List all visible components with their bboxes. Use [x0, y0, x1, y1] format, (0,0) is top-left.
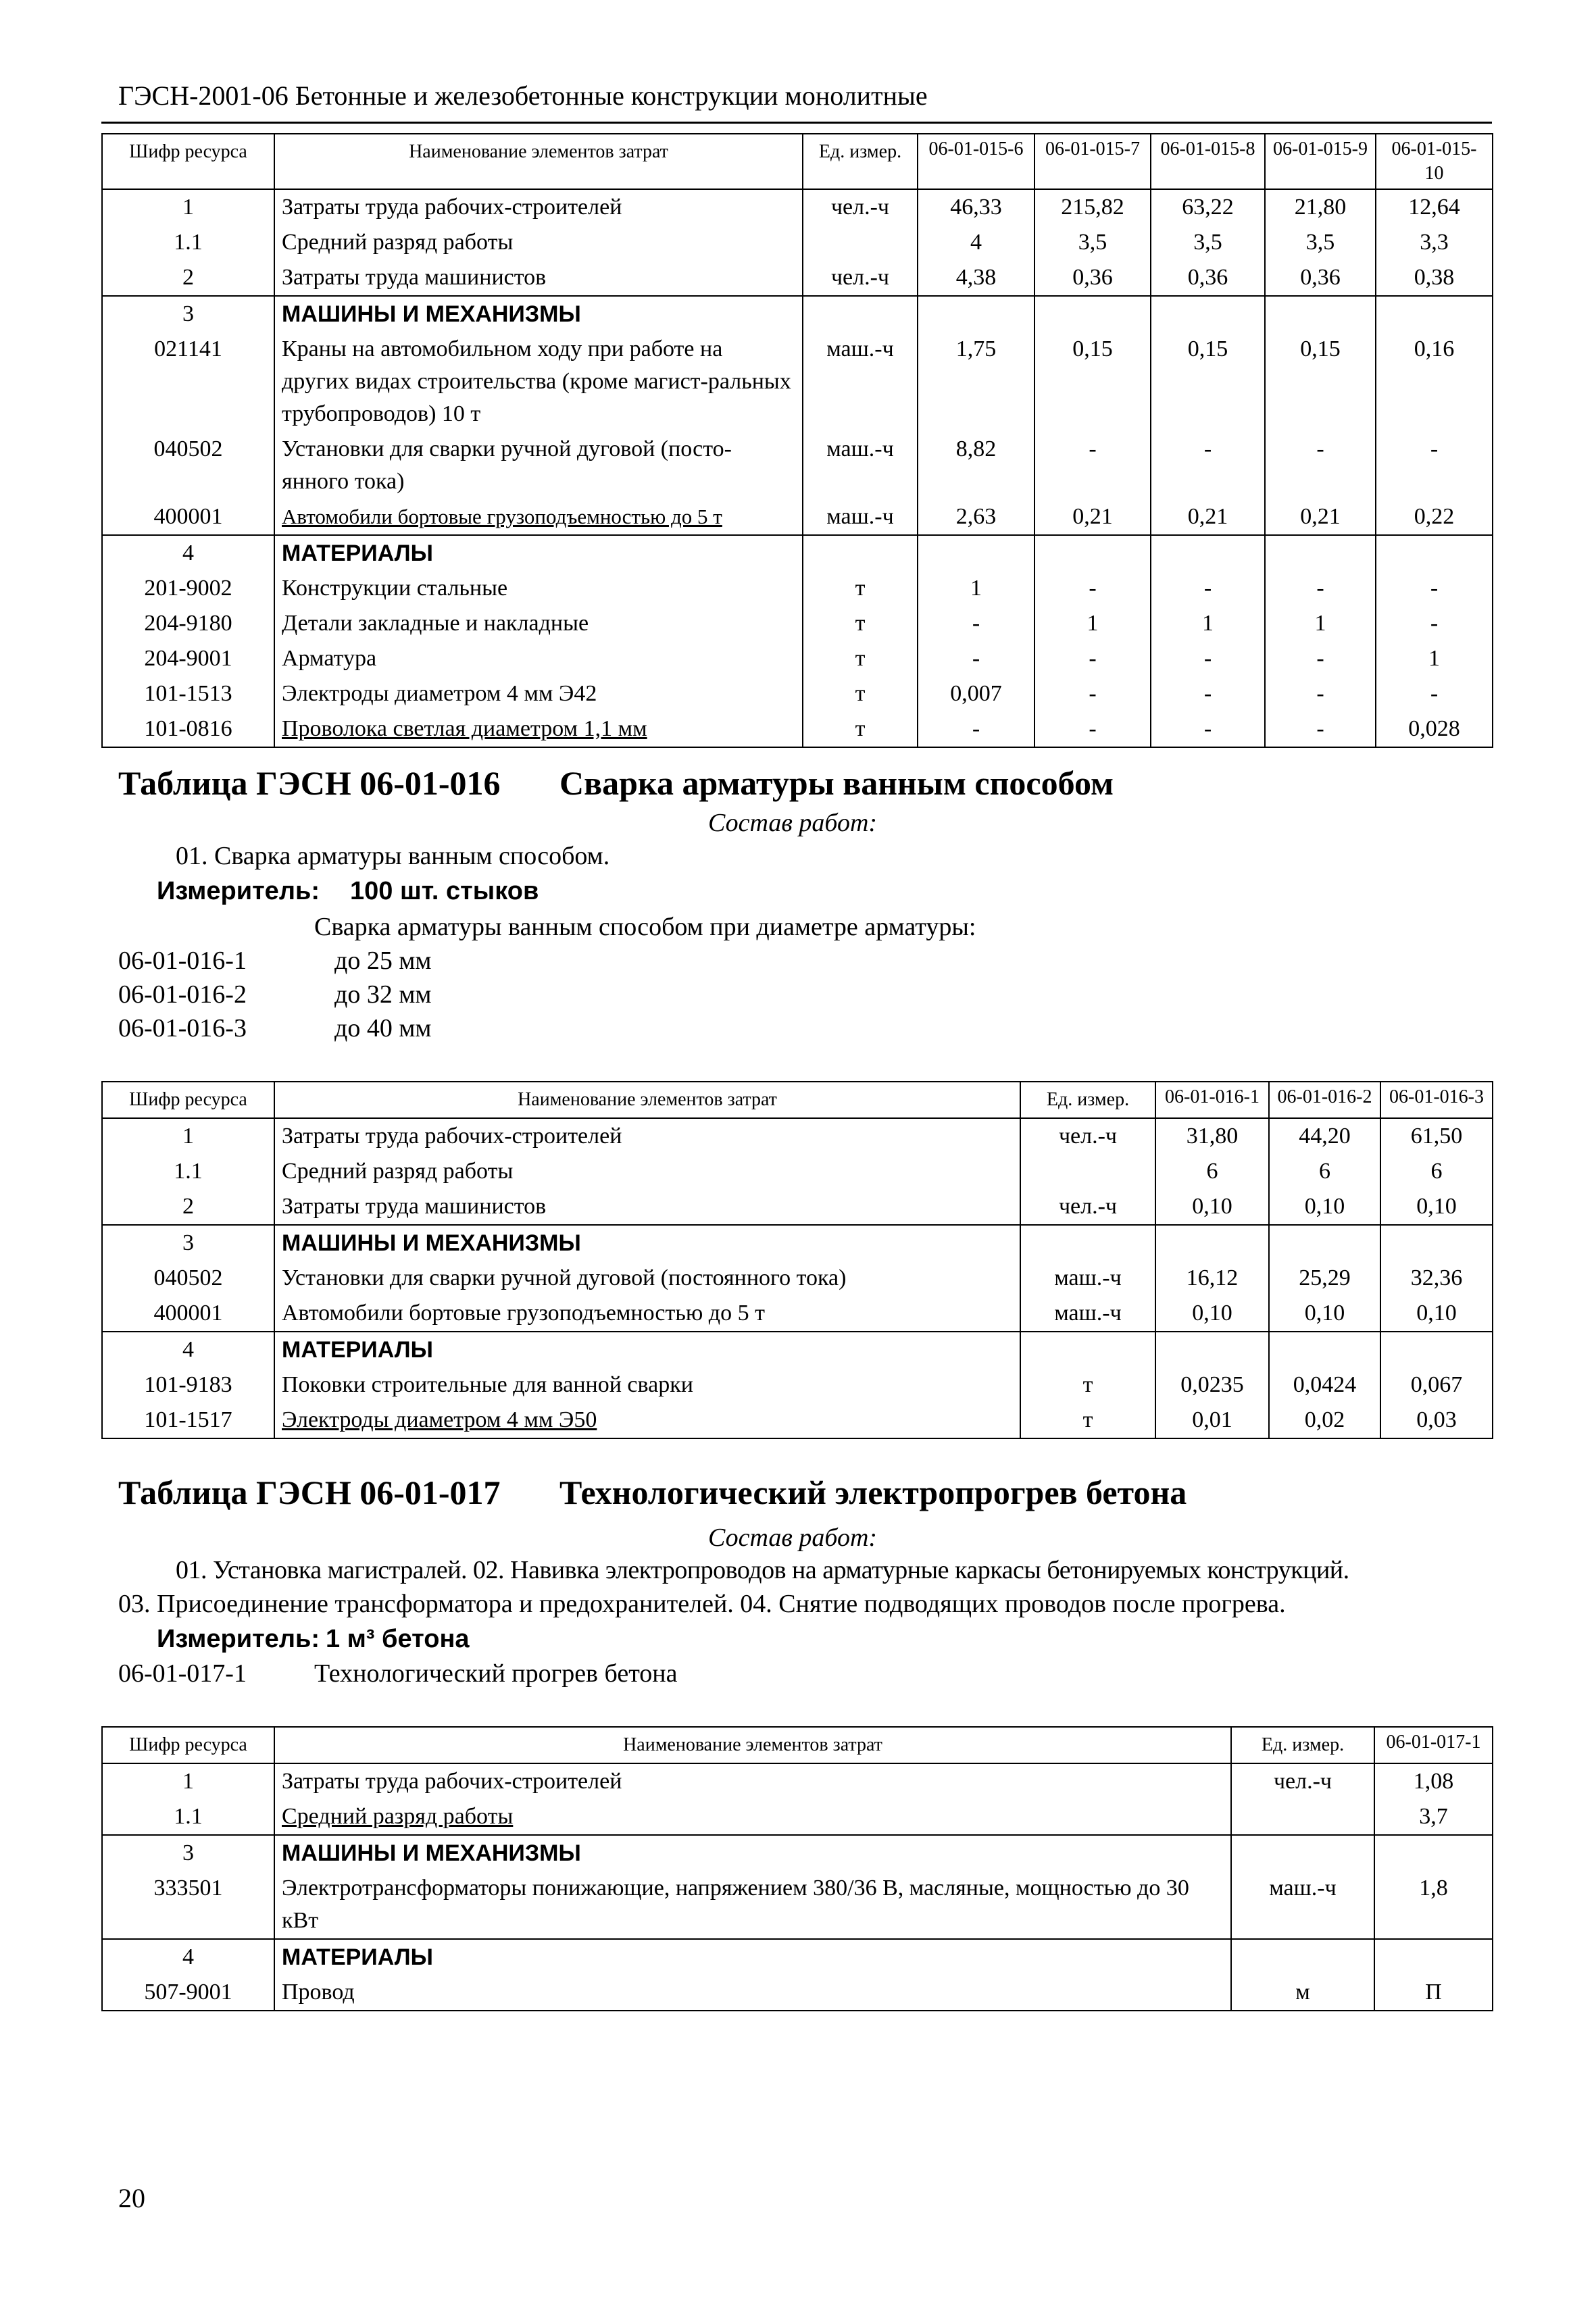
header-col: 06-01-016-3: [1380, 1082, 1493, 1118]
row-value: 0,22: [1376, 499, 1493, 535]
variant-text: до 40 мм: [334, 1014, 432, 1042]
row-value: 0,10: [1269, 1296, 1380, 1332]
meter-label-017: Измеритель:: [157, 1625, 320, 1653]
row-value: 0,16: [1376, 332, 1493, 432]
variants-intro-016: Сварка арматуры ванным способом при диаметре арматуры:: [314, 913, 976, 941]
row-unit: т: [1020, 1403, 1155, 1438]
row-value: 0,10: [1380, 1189, 1493, 1225]
row-unit: [803, 225, 918, 260]
row-value: -: [1265, 571, 1376, 606]
row-code: 2: [102, 1189, 274, 1225]
table-row: [102, 1261, 1493, 1296]
row-unit: чел.-ч: [803, 189, 918, 225]
section-heading: МАТЕРИАЛЫ: [274, 1939, 1231, 1975]
row-value: [1265, 296, 1376, 332]
row-code: 3: [102, 296, 274, 332]
row-unit: [1020, 1225, 1155, 1261]
row-value: [1376, 296, 1493, 332]
row-name: Затраты труда рабочих-строителей: [274, 1118, 1020, 1154]
table-row: [102, 260, 1493, 296]
row-value: -: [1151, 571, 1265, 606]
table-row: [102, 1118, 1493, 1154]
row-code: 400001: [102, 499, 274, 535]
composition-label-017: Состав работ:: [708, 1524, 878, 1552]
row-value: -: [1034, 571, 1151, 606]
meter-label-016: Измеритель:: [157, 877, 320, 905]
row-value: -: [1265, 676, 1376, 711]
row-value: 0,15: [1151, 332, 1265, 432]
row-value: 3,3: [1376, 225, 1493, 260]
row-unit: [803, 296, 918, 332]
row-unit: т: [803, 571, 918, 606]
row-value: 1,75: [918, 332, 1034, 432]
row-code: 4: [102, 535, 274, 571]
row-name: Затраты труда машинистов: [274, 260, 803, 296]
row-value: 0,10: [1155, 1189, 1269, 1225]
work-items-017-line2: 03. Присоединение трансформатора и предохранителей. 04. Снятие подводящих проводов после прогрева.: [118, 1590, 1286, 1618]
page-number: 20: [118, 2183, 145, 2213]
row-value: 6: [1155, 1154, 1269, 1189]
row-unit: чел.-ч: [1231, 1763, 1374, 1799]
row-code: 3: [102, 1225, 274, 1261]
section-heading: МАШИНЫ И МЕХАНИЗМЫ: [274, 296, 803, 332]
row-value: 3,5: [1034, 225, 1151, 260]
meter-value-017: 1 м³ бетона: [326, 1625, 470, 1653]
row-value: -: [1151, 676, 1265, 711]
table-row: [102, 1939, 1493, 1975]
header-name: Наименование элементов затрат: [274, 1082, 1020, 1118]
row-name: Установки для сварки ручной дуговой (постоянного тока): [274, 1261, 1020, 1296]
table-row: [102, 606, 1493, 641]
header-code: Шифр ресурса: [102, 134, 274, 189]
table-row: [102, 296, 1493, 332]
row-value: [1374, 1939, 1493, 1975]
row-value: 1: [918, 571, 1034, 606]
row-name: Проволока светлая диаметром 1,1 мм: [274, 711, 803, 747]
table-label-017: Таблица ГЭСН 06-01-017: [118, 1474, 501, 1511]
row-value: -: [918, 641, 1034, 676]
header-code: Шифр ресурса: [102, 1727, 274, 1763]
row-unit: т: [803, 711, 918, 747]
row-value: 0,21: [1265, 499, 1376, 535]
row-unit: т: [803, 676, 918, 711]
header-code: Шифр ресурса: [102, 1082, 274, 1118]
resource-table-016: [101, 1081, 1493, 1439]
row-unit: [1020, 1332, 1155, 1367]
row-value: 0,028: [1376, 711, 1493, 747]
variant-text: до 25 мм: [334, 947, 432, 975]
row-code: 201-9002: [102, 571, 274, 606]
row-value: [1374, 1835, 1493, 1871]
row-value: 0,01: [1155, 1403, 1269, 1438]
row-name: Автомобили бортовые грузоподъемностью до 5 т: [274, 499, 803, 535]
row-unit: т: [803, 641, 918, 676]
table-header-row: [102, 1082, 1493, 1118]
row-value: [1151, 535, 1265, 571]
header-col: 06-01-017-1: [1374, 1727, 1493, 1763]
row-unit: [803, 535, 918, 571]
row-unit: т: [1020, 1367, 1155, 1403]
row-value: [1155, 1225, 1269, 1261]
row-unit: чел.-ч: [1020, 1118, 1155, 1154]
table-row: [102, 189, 1493, 225]
row-name: Провод: [274, 1975, 1231, 2011]
row-value: 46,33: [918, 189, 1034, 225]
row-unit: чел.-ч: [803, 260, 918, 296]
table-row: [102, 1154, 1493, 1189]
table-row: [102, 1763, 1493, 1799]
row-code: 040502: [102, 432, 274, 499]
table-name-016: Сварка арматуры ванным способом: [559, 764, 1114, 802]
row-value: [1376, 535, 1493, 571]
row-value: -: [1034, 711, 1151, 747]
table-row: [102, 571, 1493, 606]
row-value: [1034, 535, 1151, 571]
row-value: 1: [1034, 606, 1151, 641]
row-value: -: [1151, 432, 1265, 499]
row-value: 0,21: [1151, 499, 1265, 535]
row-value: -: [1376, 571, 1493, 606]
row-name: Средний разряд работы: [274, 225, 803, 260]
table-row: [102, 1835, 1493, 1871]
variant-code: 06-01-017-1: [118, 1659, 247, 1688]
row-value: 0,36: [1151, 260, 1265, 296]
row-code: 101-1517: [102, 1403, 274, 1438]
row-name: Затраты труда рабочих-строителей: [274, 1763, 1231, 1799]
row-value: -: [1034, 641, 1151, 676]
row-value: -: [1265, 432, 1376, 499]
table-row: [102, 676, 1493, 711]
row-name: Краны на автомобильном ходу при работе на других видах строительства (кроме магист-ральных трубопроводов) 10 т: [274, 332, 803, 432]
row-value: 32,36: [1380, 1261, 1493, 1296]
row-unit: маш.-ч: [1020, 1296, 1155, 1332]
row-unit: маш.-ч: [803, 332, 918, 432]
row-code: 3: [102, 1835, 274, 1871]
table-label-016: Таблица ГЭСН 06-01-016: [118, 764, 501, 802]
row-value: 0,03: [1380, 1403, 1493, 1438]
running-header: ГЭСН-2001-06 Бетонные и железобетонные конструкции монолитные: [118, 80, 928, 111]
row-value: -: [1376, 432, 1493, 499]
row-code: 040502: [102, 1261, 274, 1296]
row-value: -: [918, 606, 1034, 641]
row-value: 0,21: [1034, 499, 1151, 535]
row-value: [1269, 1225, 1380, 1261]
row-unit: [1231, 1835, 1374, 1871]
row-value: [1269, 1332, 1380, 1367]
row-code: 4: [102, 1332, 274, 1367]
table-header-row: [102, 1727, 1493, 1763]
row-value: 215,82: [1034, 189, 1151, 225]
row-value: 3,7: [1374, 1799, 1493, 1835]
table-row: [102, 1403, 1493, 1438]
header-col: 06-01-015-7: [1034, 134, 1151, 189]
row-name: Автомобили бортовые грузоподъемностью до 5 т: [274, 1296, 1020, 1332]
table-row: [102, 1332, 1493, 1367]
table-row: [102, 641, 1493, 676]
row-unit: м: [1231, 1975, 1374, 2011]
row-value: 0,10: [1155, 1296, 1269, 1332]
row-value: 1: [1151, 606, 1265, 641]
row-value: 1,08: [1374, 1763, 1493, 1799]
table-row: [102, 1871, 1493, 1939]
section-heading: МАШИНЫ И МЕХАНИЗМЫ: [274, 1225, 1020, 1261]
row-value: 0,02: [1269, 1403, 1380, 1438]
row-code: 333501: [102, 1871, 274, 1939]
row-unit: маш.-ч: [803, 432, 918, 499]
row-name: Электроды диаметром 4 мм Э42: [274, 676, 803, 711]
row-unit: [1231, 1799, 1374, 1835]
section-heading: МАШИНЫ И МЕХАНИЗМЫ: [274, 1835, 1231, 1871]
table-row: [102, 1975, 1493, 2011]
row-value: 0,36: [1265, 260, 1376, 296]
header-unit: Ед. измер.: [1020, 1082, 1155, 1118]
row-value: -: [1265, 711, 1376, 747]
row-value: -: [1265, 641, 1376, 676]
work-items-016: 01. Сварка арматуры ванным способом.: [176, 842, 610, 870]
row-unit: маш.-ч: [1231, 1871, 1374, 1939]
header-col: 06-01-015-8: [1151, 134, 1265, 189]
row-name: Установки для сварки ручной дуговой (посто-янного тока): [274, 432, 803, 499]
row-value: [918, 535, 1034, 571]
table-row: [102, 1189, 1493, 1225]
row-value: 3,5: [1151, 225, 1265, 260]
table-row: [102, 499, 1493, 535]
row-value: 0,0235: [1155, 1367, 1269, 1403]
row-unit: т: [803, 606, 918, 641]
header-name: Наименование элементов затрат: [274, 1727, 1231, 1763]
row-name: Поковки строительные для ванной сварки: [274, 1367, 1020, 1403]
header-rule: [101, 122, 1492, 124]
row-value: 6: [1269, 1154, 1380, 1189]
row-value: [1151, 296, 1265, 332]
row-code: 101-9183: [102, 1367, 274, 1403]
row-value: -: [1376, 606, 1493, 641]
row-value: -: [1034, 676, 1151, 711]
variant-text: Технологический прогрев бетона: [314, 1659, 678, 1688]
row-value: [918, 296, 1034, 332]
row-value: 2,63: [918, 499, 1034, 535]
row-value: 1: [1265, 606, 1376, 641]
row-code: 1: [102, 189, 274, 225]
meter-value-016: 100 шт. стыков: [350, 877, 539, 905]
row-value: -: [1034, 432, 1151, 499]
row-value: 1: [1376, 641, 1493, 676]
row-name: Арматура: [274, 641, 803, 676]
row-value: [1380, 1332, 1493, 1367]
row-value: 16,12: [1155, 1261, 1269, 1296]
table-row: [102, 1799, 1493, 1835]
row-code: 021141: [102, 332, 274, 432]
row-name: Затраты труда машинистов: [274, 1189, 1020, 1225]
row-value: -: [918, 711, 1034, 747]
row-value: 44,20: [1269, 1118, 1380, 1154]
table-row: [102, 332, 1493, 432]
row-value: 4: [918, 225, 1034, 260]
header-name: Наименование элементов затрат: [274, 134, 803, 189]
table-row: [102, 1225, 1493, 1261]
row-value: -: [1376, 676, 1493, 711]
table-header-row: [102, 134, 1493, 189]
composition-label-016: Состав работ:: [708, 809, 878, 837]
row-name: Затраты труда рабочих-строителей: [274, 189, 803, 225]
header-col: 06-01-015-10: [1376, 134, 1493, 189]
row-code: 507-9001: [102, 1975, 274, 2011]
row-value: 0,15: [1034, 332, 1151, 432]
row-code: 101-0816: [102, 711, 274, 747]
row-code: 101-1513: [102, 676, 274, 711]
resource-table-017: [101, 1726, 1493, 2011]
row-unit: маш.-ч: [803, 499, 918, 535]
variant-code: 06-01-016-2: [118, 980, 247, 1009]
row-value: 0,36: [1034, 260, 1151, 296]
row-value: [1380, 1225, 1493, 1261]
row-value: 1,8: [1374, 1871, 1493, 1939]
row-value: 0,0424: [1269, 1367, 1380, 1403]
header-col: 06-01-016-2: [1269, 1082, 1380, 1118]
row-unit: [1020, 1154, 1155, 1189]
table-row: [102, 711, 1493, 747]
row-code: 1.1: [102, 225, 274, 260]
table-name-017: Технологический электропрогрев бетона: [559, 1474, 1187, 1511]
row-value: 0,007: [918, 676, 1034, 711]
row-name: Средний разряд работы: [274, 1154, 1020, 1189]
row-value: 0,15: [1265, 332, 1376, 432]
row-value: 0,067: [1380, 1367, 1493, 1403]
row-code: 204-9180: [102, 606, 274, 641]
table-row: [102, 432, 1493, 499]
row-value: 8,82: [918, 432, 1034, 499]
row-code: 2: [102, 260, 274, 296]
header-col: 06-01-016-1: [1155, 1082, 1269, 1118]
row-value: 4,38: [918, 260, 1034, 296]
row-value: 3,5: [1265, 225, 1376, 260]
variant-code: 06-01-016-3: [118, 1014, 247, 1042]
row-value: [1265, 535, 1376, 571]
row-value: 25,29: [1269, 1261, 1380, 1296]
section-heading: МАТЕРИАЛЫ: [274, 1332, 1020, 1367]
row-code: 204-9001: [102, 641, 274, 676]
variant-code: 06-01-016-1: [118, 947, 247, 975]
row-unit: чел.-ч: [1020, 1189, 1155, 1225]
row-value: 6: [1380, 1154, 1493, 1189]
row-value: -: [1151, 711, 1265, 747]
table-row: [102, 1367, 1493, 1403]
row-value: 0,10: [1269, 1189, 1380, 1225]
row-value: 0,10: [1380, 1296, 1493, 1332]
row-code: 1: [102, 1118, 274, 1154]
row-code: 1.1: [102, 1799, 274, 1835]
row-name: Конструкции стальные: [274, 571, 803, 606]
resource-table-015: [101, 133, 1493, 748]
header-col: 06-01-015-9: [1265, 134, 1376, 189]
row-unit: маш.-ч: [1020, 1261, 1155, 1296]
row-code: 1.1: [102, 1154, 274, 1189]
header-col: 06-01-015-6: [918, 134, 1034, 189]
row-value: 61,50: [1380, 1118, 1493, 1154]
table-row: [102, 225, 1493, 260]
section-heading: МАТЕРИАЛЫ: [274, 535, 803, 571]
row-value: [1155, 1332, 1269, 1367]
table-row: [102, 1296, 1493, 1332]
work-items-017-line1: 01. Установка магистралей. 02. Навивка электропроводов на арматурные каркасы бетонируемых конструкций.: [176, 1556, 1349, 1584]
header-unit: Ед. измер.: [803, 134, 918, 189]
row-value: -: [1151, 641, 1265, 676]
row-value: [1034, 296, 1151, 332]
row-code: 4: [102, 1939, 274, 1975]
row-value: 21,80: [1265, 189, 1376, 225]
row-value: П: [1374, 1975, 1493, 2011]
row-name: Электротрансформаторы понижающие, напряжением 380/36 В, масляные, мощностью до 30 кВт: [274, 1871, 1231, 1939]
row-name: Средний разряд работы: [274, 1799, 1231, 1835]
variant-text: до 32 мм: [334, 980, 432, 1009]
table-row: [102, 535, 1493, 571]
row-name: Детали закладные и накладные: [274, 606, 803, 641]
row-code: 400001: [102, 1296, 274, 1332]
row-value: 31,80: [1155, 1118, 1269, 1154]
row-value: 63,22: [1151, 189, 1265, 225]
row-name: Электроды диаметром 4 мм Э50: [274, 1403, 1020, 1438]
header-unit: Ед. измер.: [1231, 1727, 1374, 1763]
row-code: 1: [102, 1763, 274, 1799]
row-value: 0,38: [1376, 260, 1493, 296]
row-unit: [1231, 1939, 1374, 1975]
row-value: 12,64: [1376, 189, 1493, 225]
